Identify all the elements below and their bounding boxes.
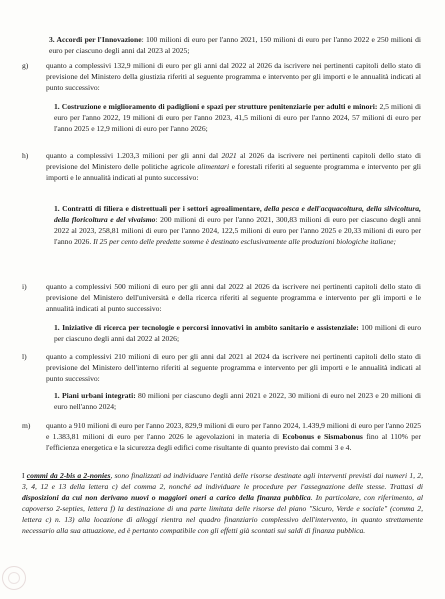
item-g-label: g) <box>22 61 29 70</box>
item-h-sub <box>54 203 421 247</box>
closing-no-oneri: disposizioni da cui non derivano nuovi o maggiori oneri a carico della finanza pubblica <box>22 493 311 503</box>
item-m-bold: Ecobonus e Sismabonus <box>282 432 363 442</box>
item-i-text: quanto a complessivi 500 milioni di euro per gli anni dal 2022 al 2026 da iscrivere nei pertinenti capitoli dello stato di previsione del Ministero dell'università e della ricerca riferiti al seguente programma e intervento per gli importi e le annualità indicati al punto successivo: <box>46 282 421 314</box>
item-h-text <box>46 150 421 183</box>
item-g-sub-text: 2,5 milioni di euro per l'anno 2022, 19 milioni di euro per l'anno 2023, 41,5 milioni di euro per l'anno 2024, 57 milioni di euro per l'anno 2025 e 12,9 milioni di euro per l'anno 2026; <box>54 102 421 134</box>
item-l-sub-head: 1. Piani urbani integrati: <box>54 391 136 400</box>
item-i-sub-head: 1. Iniziative di ricerca per tecnologie e percorsi innovativi in ambito sanitario e assistenziale: <box>54 323 359 332</box>
item-l-sub-text: 80 milioni per ciascuno degli anni 2021 e 2022, 30 milioni di euro nel 2023 e 20 milioni di euro nell'anno 2024; <box>54 391 421 412</box>
item-l-sub <box>54 390 421 412</box>
item-l-text: quanto a complessivi 210 milioni di euro per gli anni dal 2021 al 2024 da iscrivere nei pertinenti capitoli dello stato di previsione del Ministero dell'interno riferiti al seguente programma e intervento per gli importi e le annualità indicati al punto successivo: <box>46 352 421 384</box>
item-h-text-a: quanto a complessivi 1.203,3 milioni per gli anni dal <box>46 151 222 160</box>
closing-p5: . In particolare, con riferimento, al capoverso 2-septies, lettera f) la destinazione di una parte limitata delle risorse del piano "Sicuro, Verde e sociale" (comma 2, lettera c) n. 13) alla locazione di alloggi rientra nel quadro finanziario complessivo dell'intervento, in quanto strettamente necessario alla sua attuazione, ed è pertanto compatibile con gli effetti già scontati sui saldi di finanza pubblica. <box>22 493 423 536</box>
closing-paragraph <box>22 470 423 537</box>
closing-p1: I <box>22 471 27 480</box>
item-f3-text <box>49 34 421 56</box>
item-h-sub-head-a: 1. Contratti di filiera e distrettuali per i settori agroalimentare, <box>54 204 265 213</box>
closing-p3: , sono finalizzati ad individuare l'entità delle risorse destinate agli interventi previsti dai numeri 1, 2, 3, 4, 12 e 13 della lettera c) del comma 2, nonché ad individuare le procedure per l'assegnazione delle stesse. Trattasi di <box>22 471 423 492</box>
item-h-text-b: al 2026 da iscrivere nei pertinenti capitoli dello stato di previsione del Ministero delle politiche agricole <box>46 151 422 172</box>
item-h-sub-text: : 200 milioni di euro per l'anno 2021, 300,83 milioni di euro per ciascuno degli anni 2022 al 2023, 258,81 milioni di euro per l'anno 2024, 122,5 milioni di euro per l'anno 2025 e 20,33 milioni di euro per l'anno 2026. <box>54 215 421 247</box>
item-g-sub-head: 1. Costruzione e miglioramento di padiglioni e spazi per strutture penitenziarie per adulti e minori: <box>54 102 378 111</box>
item-m-text-a: quanto a 910 milioni di euro per l'anno 2023, 829,9 milioni di euro per l'anno 2024, 1.439,9 milioni di euro per l'anno 2025 e 1.383,81 milioni di euro per l'anno 2026 le agevolazioni in materia di <box>46 421 421 442</box>
stamp-seal <box>2 566 26 590</box>
item-h-alimentari: alimentari <box>197 162 230 172</box>
item-m-text-b: fino al 110% per l'efficienza energetica e la sicurezza degli edifici come risultante di quanto previsto dai commi 3 e 4. <box>46 432 422 453</box>
item-h-sub-head-b: della pesca e dell'acquacoltura, della silvicoltura, della floricoltura e del vivaismo <box>54 204 421 225</box>
item-g-sub <box>54 101 421 134</box>
item-h-sub-italic: Il 25 per cento delle predette somme è destinato esclusivamente alle produzioni biologiche italiane; <box>93 237 397 247</box>
item-m-label: m) <box>22 421 31 430</box>
closing-commi: commi da 2-bis a 2-nonies <box>26 471 111 480</box>
item-m-text <box>46 420 421 453</box>
item-g-text: quanto a complessivi 132,9 milioni di euro per gli anni dal 2022 al 2026 da iscrivere nei pertinenti capitoli dello stato di previsione del Ministero della giustizia riferiti al seguente programma e intervento per gli importi e le annualità indicati al punto successivo: <box>46 61 421 93</box>
item-f3-body: : 100 milioni di euro per l'anno 2021, 150 milioni di euro per l'anno 2022 e 250 milioni di euro per ciascuno degli anni dal 2023 al 2025; <box>49 35 421 56</box>
item-i-sub-text: 100 milioni di euro per ciascuno degli anni dal 2022 al 2026; <box>54 323 421 344</box>
item-i-sub <box>54 322 421 344</box>
item-h-text-c: e forestali riferiti al seguente programma e intervento per gli importi e le annualità indicati al punto successivo: <box>46 162 421 183</box>
item-f3-head: 3. Accordi per l'Innovazione <box>49 35 142 44</box>
item-l-label: l) <box>22 352 27 361</box>
item-i-label: i) <box>22 282 27 291</box>
item-h-label: h) <box>22 151 29 160</box>
item-h-year: 2021 <box>221 151 237 160</box>
